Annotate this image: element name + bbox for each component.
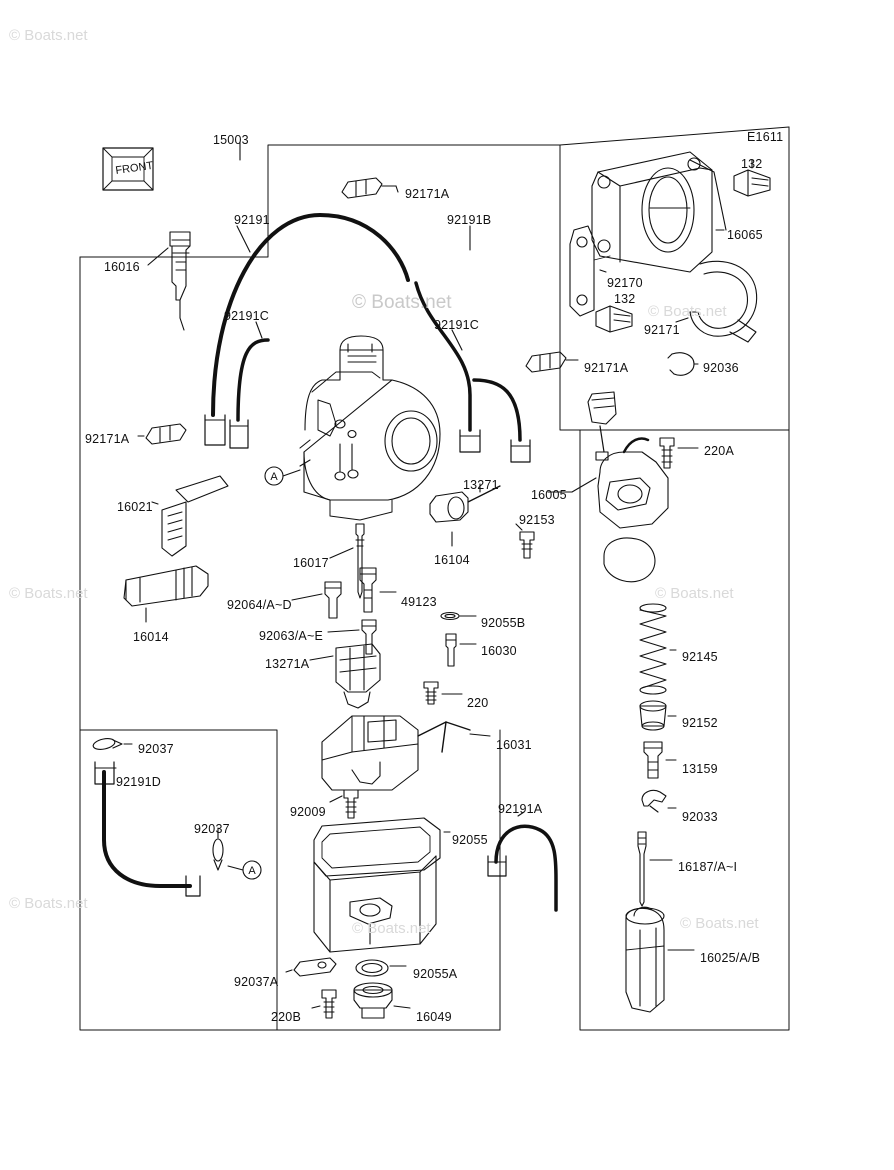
part-label-92055b: 92055B (481, 616, 526, 630)
part-label-16030: 16030 (481, 644, 517, 658)
part-label-92191c-2: 92191C (434, 318, 479, 332)
part-label-132-1: 132 (741, 157, 763, 171)
part-label-13271a: 13271A (265, 657, 310, 671)
leader-16021 (152, 502, 158, 504)
part-92064 (325, 582, 341, 618)
part-label-220: 220 (467, 696, 489, 710)
leader-16017 (330, 548, 353, 558)
frame-main-left (80, 145, 560, 1030)
part-220 (424, 682, 438, 704)
part-92055 (314, 818, 440, 876)
part-16021 (162, 476, 228, 556)
watermark: © Boats.net (9, 27, 88, 44)
part-label-16021: 16021 (117, 500, 153, 514)
part-label-92036: 92036 (703, 361, 739, 375)
part-92171-clamp (690, 261, 757, 342)
part-16014 (124, 566, 208, 606)
watermark: © Boats.net (9, 585, 88, 602)
part-92037-bottom (213, 839, 223, 870)
section-marker-a-2 (228, 861, 261, 879)
part-label-92033: 92033 (682, 810, 718, 824)
frame-right-lower (580, 430, 789, 1030)
leader-92037A (286, 970, 292, 972)
part-label-92191: 92191 (234, 213, 270, 227)
leader-16065 (690, 160, 726, 230)
part-label-92152: 92152 (682, 716, 718, 730)
part-16025-slide (626, 907, 664, 1012)
part-92145-spring (640, 604, 666, 694)
part-16030 (446, 634, 456, 666)
part-label-16025-a-b: 16025/A/B (700, 951, 761, 965)
frame-center-lower (277, 730, 500, 1030)
part-label-92171a-3: 92171A (85, 432, 130, 446)
part-label-92153: 92153 (519, 513, 555, 527)
watermark: © Boats.net (352, 292, 452, 313)
part-16016 (170, 232, 190, 330)
watermark: © Boats.net (352, 920, 431, 937)
part-label-92037-1: 92037 (138, 742, 174, 756)
part-label-16017: 16017 (293, 556, 329, 570)
leader-92171 (676, 318, 688, 322)
part-13271A (336, 644, 380, 708)
watermark: © Boats.net (9, 895, 88, 912)
part-label-92145: 92145 (682, 650, 718, 664)
part-92191C-hose-right (474, 380, 530, 462)
part-label-92191b: 92191B (447, 213, 492, 227)
part-92033 (642, 790, 666, 812)
part-label-220a: 220A (704, 444, 734, 458)
part-label-13159: 13159 (682, 762, 718, 776)
part-label-92171a-1: 92171A (405, 187, 450, 201)
part-92055B (441, 613, 459, 620)
part-16065-manifold (592, 152, 712, 272)
part-label-92063-a-e: 92063/A~E (259, 629, 324, 643)
leader-92191 (237, 226, 250, 252)
part-92191C-hose-left (230, 340, 268, 448)
svg-text:FRONT: FRONT (114, 159, 154, 177)
leader-92063 (328, 630, 359, 632)
part-label-92191d: 92191D (116, 775, 161, 789)
part-label-e1611: E1611 (747, 130, 784, 144)
part-16049 (354, 983, 392, 1018)
part-label-92171a-2: 92171A (584, 361, 629, 375)
part-16187 (638, 832, 646, 906)
part-label-92055: 92055 (452, 833, 488, 847)
part-label-16031: 16031 (496, 738, 532, 752)
part-label-16049: 16049 (416, 1010, 452, 1024)
leader-220B (312, 1006, 320, 1008)
watermark: © Boats.net (648, 303, 727, 320)
part-92036 (668, 353, 694, 376)
part-92191A-hose (488, 826, 556, 910)
part-label-16065: 16065 (727, 228, 763, 242)
front-marker-icon (103, 148, 154, 190)
part-label-92170: 92170 (607, 276, 643, 290)
section-marker-a-1 (265, 467, 300, 485)
part-92171A-top (342, 178, 396, 198)
carburetor-body (300, 336, 440, 520)
part-label-15003: 15003 (213, 133, 249, 147)
part-13159 (644, 742, 662, 778)
leader-92171A-top (396, 186, 398, 192)
part-label-92037-2: 92037 (194, 822, 230, 836)
part-label-13271: 13271 (463, 478, 499, 492)
part-92152 (640, 701, 666, 730)
part-92153 (520, 532, 534, 558)
watermark: © Boats.net (655, 585, 734, 602)
leader-13271A (310, 656, 333, 660)
part-220B (322, 990, 336, 1018)
svg-text:A: A (270, 471, 278, 483)
part-label-92064-a-d: 92064/A~D (227, 598, 292, 612)
part-label-92009: 92009 (290, 805, 326, 819)
part-92037-top (92, 737, 122, 751)
part-label-16016: 16016 (104, 260, 140, 274)
part-label-132-2: 132 (614, 292, 636, 306)
part-92191-hose (205, 215, 408, 445)
part-label-92191a: 92191A (498, 802, 543, 816)
part-92171A-left (146, 424, 186, 444)
part-92009 (344, 790, 358, 818)
part-16017 (356, 524, 364, 598)
part-92055A (356, 960, 388, 976)
part-label-49123: 49123 (401, 595, 437, 609)
part-132-top (734, 170, 770, 196)
part-label-16187-a-i: 16187/A~I (678, 860, 738, 874)
leader-92009 (330, 796, 342, 802)
watermark: © Boats.net (680, 915, 759, 932)
part-label-16005: 16005 (531, 488, 567, 502)
part-label-16014: 16014 (133, 630, 169, 644)
part-132-bottom (596, 306, 632, 332)
leader-16049 (394, 1006, 410, 1008)
part-92037A (294, 958, 336, 976)
part-220A (660, 438, 674, 468)
part-label-92055a: 92055A (413, 967, 458, 981)
part-label-92171: 92171 (644, 323, 680, 337)
part-label-220b: 220B (271, 1010, 301, 1024)
part-16031 (322, 716, 470, 790)
leader-92064 (292, 594, 322, 600)
svg-text:A: A (248, 865, 256, 877)
leader-92191C-1 (256, 322, 262, 338)
leader-92170 (600, 270, 606, 272)
part-92171A-mid (526, 352, 578, 372)
part-label-16104: 16104 (434, 553, 470, 567)
leader-16031 (470, 734, 490, 736)
part-16005-assembly (588, 392, 668, 582)
part-label-92037a: 92037A (234, 975, 279, 989)
part-label-92191c-1: 92191C (224, 309, 269, 323)
